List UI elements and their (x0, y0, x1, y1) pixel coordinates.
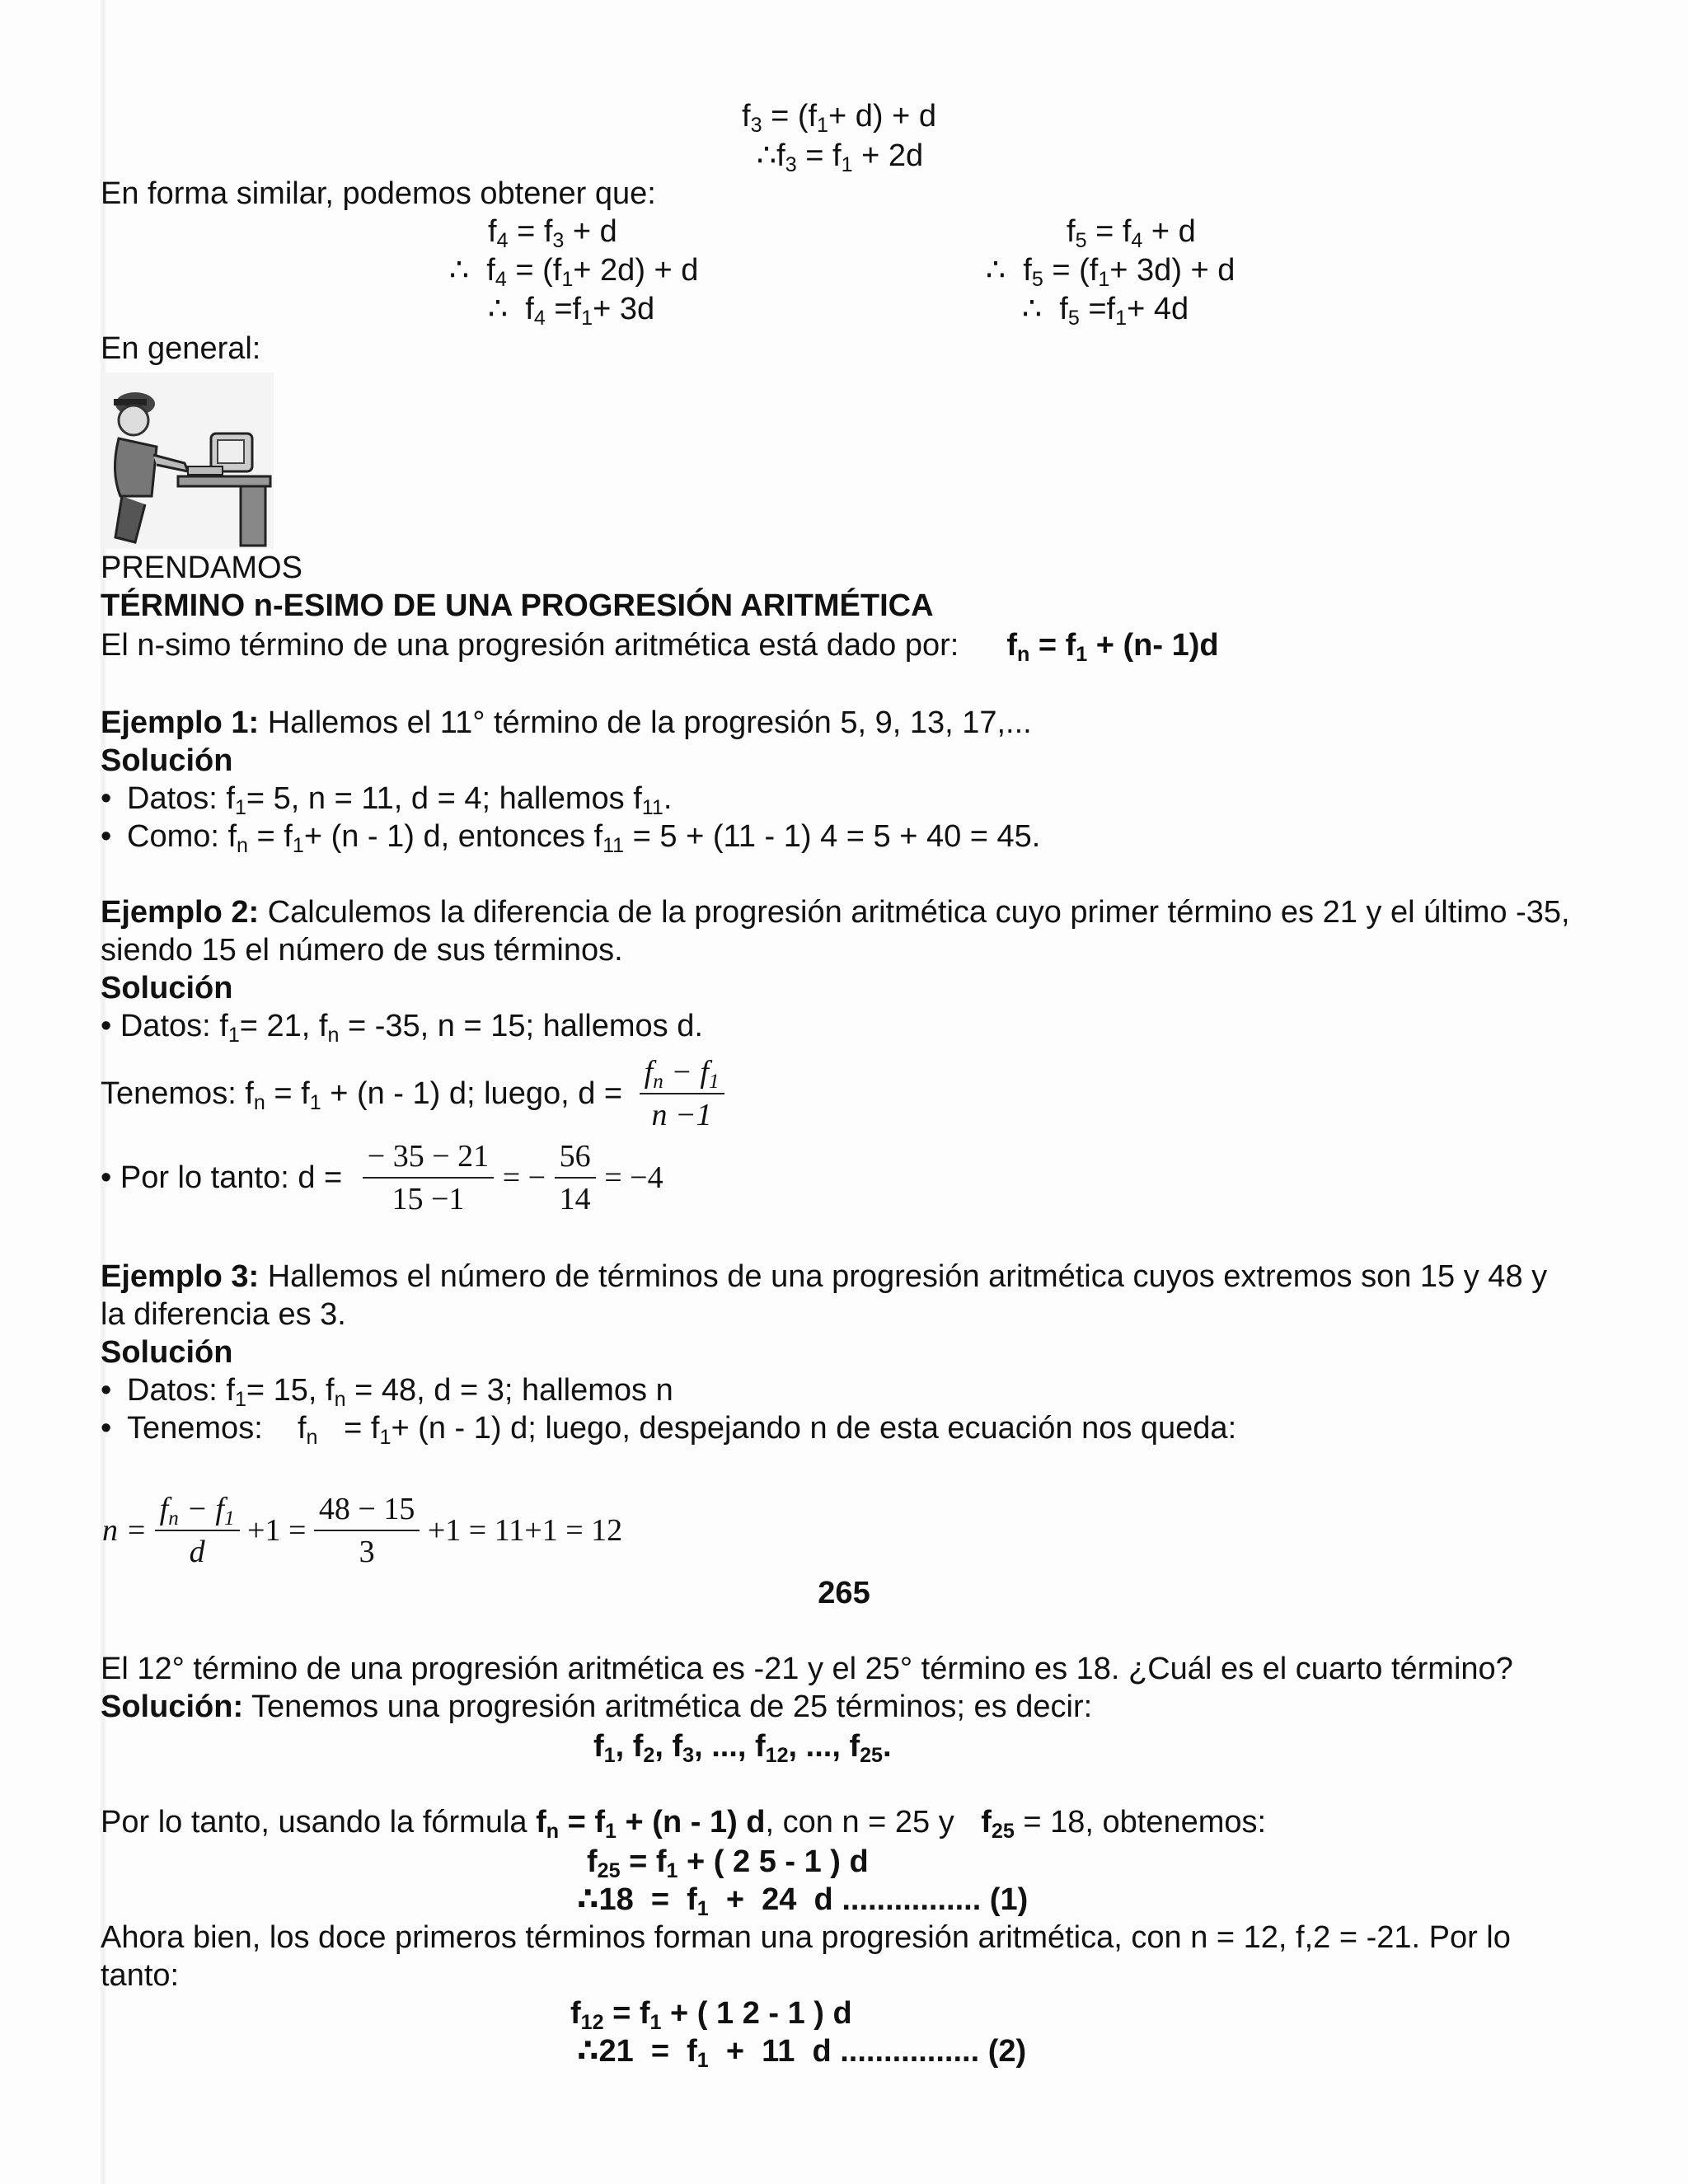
ex3-bullet-1: • Datos: $f_1= 15$, $f_n = 48$, d = 3; hallemos n (101, 1373, 673, 1412)
ex4-eq1-b: ∴18 = $f_1 + 24$ d ................ (1) (577, 1882, 1029, 1921)
ex1-bullet-2: • Como: $f_n = f_1+ (n - 1)$ d, entonces $f_{11} = 5 + (11 - 1) 4 = 5 + 40 = 45$. (101, 819, 1041, 858)
ex2-bullet-1: • Datos: $f_1= 21$, $f_n = -35$, n = 15; hallemos d. (101, 1009, 703, 1047)
ex2-statement-1: Ejemplo 2: Calculemos la diferencia de la progresión aritmética cuyo primer término es 21 y el último -35, (101, 895, 1570, 930)
section-title: TÉRMINO n-ESIMO DE UNA PROGRESIÓN ARITMÉTICA (101, 588, 934, 623)
section-kicker: PRENDAMOS (101, 551, 302, 585)
f4-line-2: ∴ $f_4 = (f_1+ 2d) + d$ (449, 253, 699, 292)
section-intro: El n-simo término de una progresión aritmética está dado por: $f_n = f_1 + (n-$ 1)d (101, 628, 1219, 667)
f5-line-3: ∴ $f_5 =f_1+ 4d$ (1022, 292, 1189, 330)
ex4-eq1-a: $f_{25} = f_1$ + ( 2 5 - 1 ) d (587, 1844, 869, 1883)
ex3-statement-1: Ejemplo 3: Hallemos el número de términos de una progresión aritmética cuyos extremos son 15 y 48 y (101, 1259, 1548, 1294)
ex2-statement-2: siendo 15 el número de sus términos. (101, 933, 623, 968)
ex4-sequence: $f_1$, $f_2$, $f_3$, ..., $f_{12}$, ..., $f_{25}$. (593, 1729, 892, 1768)
ex3-fraction-b: $\frac{48 - 15}{3}$ (314, 1490, 420, 1571)
ex1-bullet-1: • Datos: $f_1= 5$, n = 11, d = 4; hallemos $f_{11}$. (101, 781, 673, 820)
student-computer-illustration (102, 373, 274, 549)
ex1-solution-label: Solución (101, 743, 233, 778)
ex4-ahora-1: Ahora bien, los doce primeros términos forman una progresión aritmética, con n = 12, f,2 = -21. Por lo (101, 1920, 1511, 1955)
ex4-porlotanto: Por lo tanto, usando la fórmula $f_n = f_1 + (n - 1)$ d, con n = 25 y $f_{25} = 18$, obtenemos: (101, 1805, 1267, 1844)
ex4-eq2-b: ∴21 = $f_1 + 11$ d ................ (2) (577, 2034, 1027, 2073)
ex4-ahora-2: tanto: (101, 1958, 180, 1993)
ex2-tenemos: Tenemos: $f_n = f_1 + (n - 1)$ d; luego, d = $\frac{f_n - f_1}{n -1}$ (101, 1053, 724, 1134)
similar-intro: En forma similar, podemos obtener que: (101, 176, 656, 211)
f4-line-1: $f_4 = f_3 + d$ (488, 214, 617, 253)
ex2-fraction-a: $\frac{- 35 - 21}{15 -1}$ (363, 1137, 494, 1218)
ex3-n-equation: n = $\frac{f_n - f_1}{d}$ +1 = $\frac{48 - 15}{3}$ +1 = 11+1 = 12 (102, 1492, 623, 1569)
nth-term-formula: $f_n = f_1 + (n-$ 1)d (1006, 628, 1219, 667)
ex3-fraction-a: $\frac{f_n - f_1}{d}$ (155, 1490, 240, 1571)
ex4-solution: Solución: Tenemos una progresión aritmética de 25 términos; es decir: (101, 1690, 1093, 1724)
ex2-solution-label: Solución (101, 971, 233, 1005)
ex3-bullet-2: • Tenemos: $f_n = f_1+ (n - 1)$ d; luego, despejando n de esta ecuación nos queda: (101, 1411, 1237, 1450)
general-label: En general: (101, 331, 261, 366)
ex3-statement-2: la diferencia es 3. (101, 1297, 346, 1332)
f3-result: $\therefore f_3 = f_1 + 2d$ (757, 138, 924, 177)
ex2-fraction-b: $\frac{56}{14}$ (555, 1137, 596, 1218)
ex3-solution-label: Solución (101, 1335, 233, 1370)
f5-line-2: ∴ $f_5 = (f_1+ 3d) + d$ (986, 253, 1236, 292)
f4-line-3: ∴ $f_4 =f_1+ 3d$ (488, 292, 655, 330)
ex2-d-fraction: $\frac{f_n - f_1}{n -1}$ (640, 1053, 724, 1134)
ex4-eq2-a: $f_{12} = f_1$ + ( 1 2 - 1 ) d (570, 1996, 852, 2035)
f5-line-1: $f_5 = f_4 + d$ (1067, 214, 1196, 253)
ex1-statement: Ejemplo 1: Hallemos el 11° término de la progresión 5, 9, 13, 17,... (101, 705, 1032, 740)
page-number: 265 (818, 1576, 870, 1610)
ex2-result: • Por lo tanto: d = $\frac{- 35 - 21}{15 -1}$ = − $\frac{56}{14}$ = −4 (101, 1139, 663, 1216)
ex4-statement: El 12° término de una progresión aritmética es -21 y el 25° término es 18. ¿Cuál es el cuarto término? (101, 1652, 1513, 1686)
f3-expansion: $f_3 = (f_1+ d) + d$ (742, 99, 936, 138)
